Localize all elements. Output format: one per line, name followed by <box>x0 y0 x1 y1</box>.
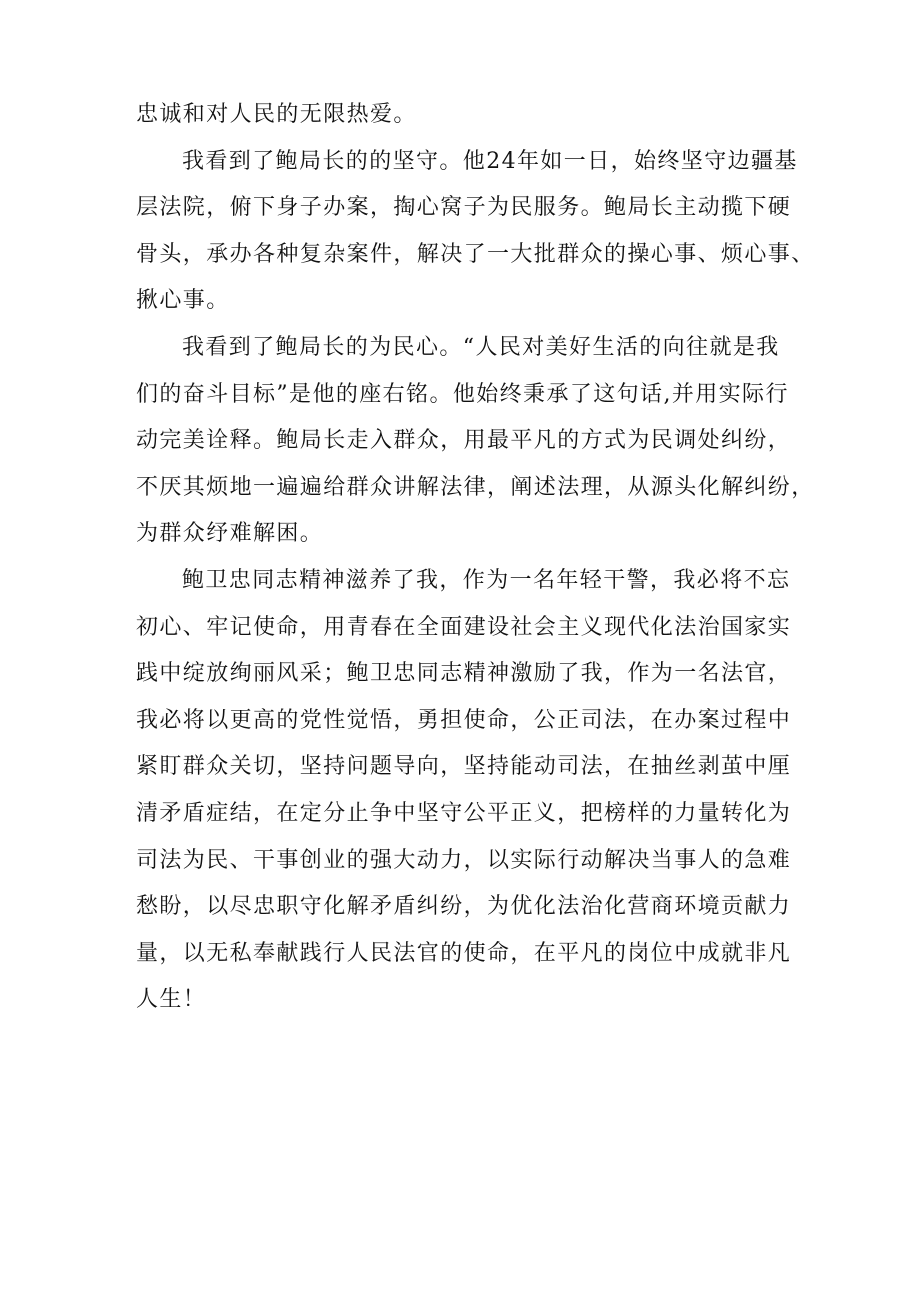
text-line: 紧盯群众关切，坚持问题导向，坚持能动司法，在抽丝剥茧中厘 <box>136 754 792 780</box>
text-line: 清矛盾症结，在定分止争中坚守公平正义，把榜样的力量转化为 <box>136 800 792 826</box>
text-line: 层法院，俯下身子办案，掏心窝子为民服务。鲍局长主动揽下硬 <box>136 195 792 221</box>
text-line: 骨头，承办各种复杂案件，解决了一大批群众的操心事、烦心事、 <box>136 241 815 267</box>
text-line: 量，以无私奉献践行人民法官的使命，在平凡的岗位中成就非凡 <box>136 940 792 966</box>
text-line: 初心、牢记使命，用青春在全面建设社会主义现代化法治国家实 <box>136 614 792 640</box>
paragraph-first-line: 我看到了鲍局长的的坚守。他24年如一日，始终坚守边疆基 <box>182 148 798 174</box>
paragraph-first-line: 我看到了鲍局长的为民心。“人民对美好生活的向往就是我 <box>182 334 780 360</box>
text-line: 践中绽放绚丽风采；鲍卫忠同志精神激励了我，作为一名法官， <box>136 661 792 687</box>
text-line: 愁盼，以尽忠职守化解矛盾纠纷，为优化法治化营商环境贡献力 <box>136 894 792 920</box>
text-line: 人生！ <box>136 987 207 1013</box>
text-line: 司法为民、干事创业的强大动力，以实际行动解决当事人的急难 <box>136 847 792 873</box>
text-line: 动完美诠释。鲍局长走入群众，用最平凡的方式为民调处纠纷， <box>136 428 792 454</box>
text-line: 揪心事。 <box>136 288 230 314</box>
text-line: 为群众纾难解困。 <box>136 521 324 547</box>
text-line: 忠诚和对人民的无限热爱。 <box>136 102 417 127</box>
text-line: 不厌其烦地一遍遍给群众讲解法律，阐述法理，从源头化解纠纷， <box>136 474 815 500</box>
body-text <box>136 92 815 1024</box>
text-line: 们的奋斗目标”是他的座右铭。他始终秉承了这句话,并用实际行 <box>136 381 789 407</box>
text-line: 我必将以更高的党性觉悟，勇担使命，公正司法，在办案过程中 <box>136 707 792 733</box>
paragraph-first-line: 鲍卫忠同志精神滋养了我，作为一名年轻干警，我必将不忘 <box>182 567 791 593</box>
